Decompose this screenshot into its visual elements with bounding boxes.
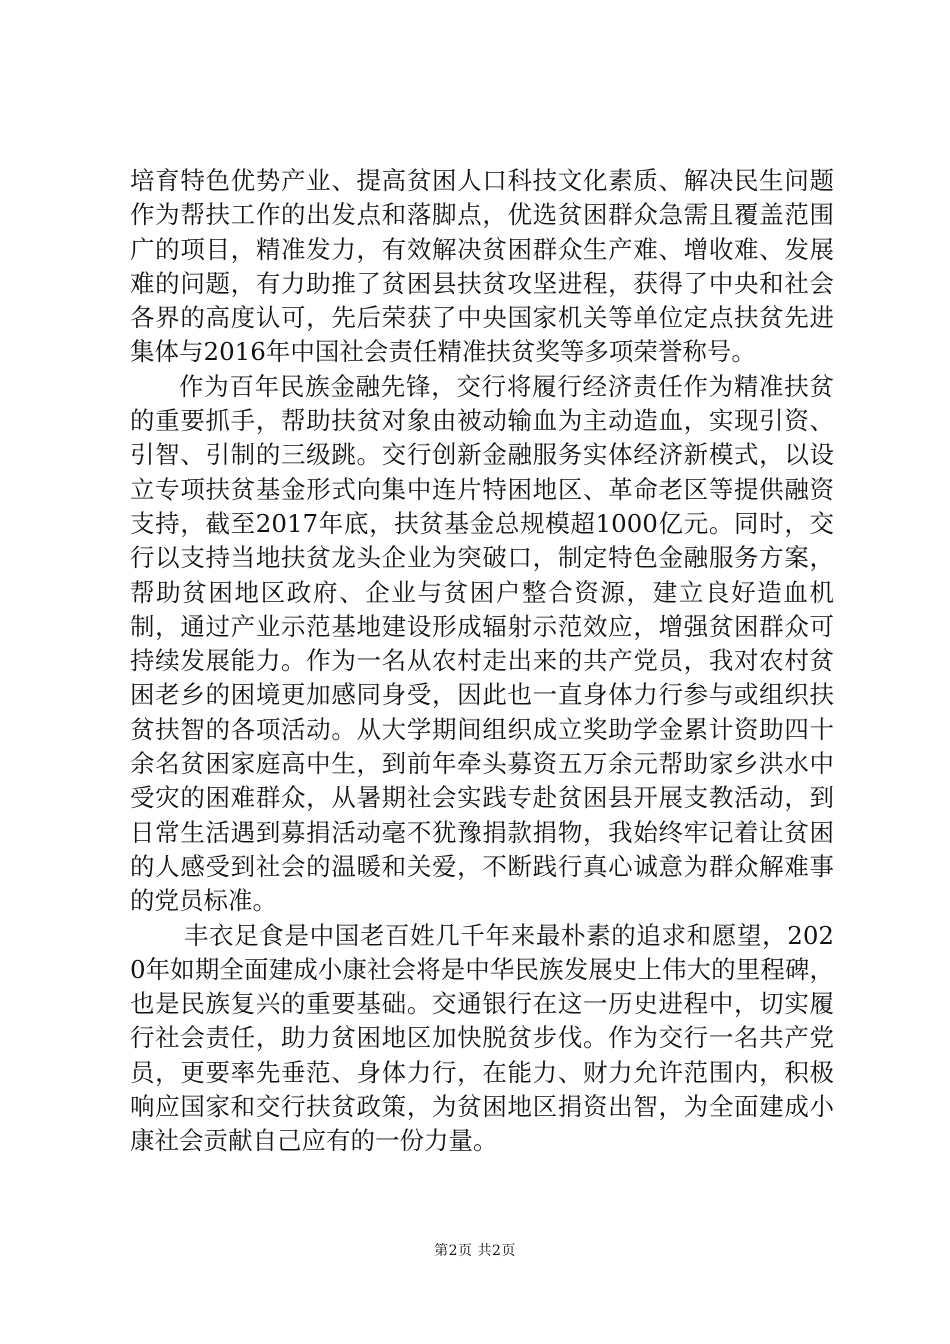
document-body [130,164,834,1159]
paragraph-conclusion: 丰衣足食是中国老百姓几千年来最朴素的追求和愿望，2020年如期全面建成小康社会将是中华民族发展史上伟大的里程碑，也是民族复兴的重要基础。交通银行在这一历史进程中，切实履行社会责任，助力贫困地区加快脱贫步伐。作为交行一名共产党员，更要率先垂范、身体力行，在能力、财力允许范围内，积极响应国家和交行扶贫政策，为贫困地区捐资出智，为全面建成小康社会贡献自己应有的一份力量。 [130,920,834,1156]
paragraph-continuation: 培育特色优势产业、提高贫困人口科技文化素质、解决民生问题作为帮扶工作的出发点和落脚点，优选贫困群众急需且覆盖范围广的项目，精准发力，有效解决贫困群众生产难、增收难、发展难的问题，有力助推了贫困县扶贫攻坚进程，获得了中央和社会各界的高度认可，先后荣获了中央国家机关等单位定点扶贫先进集体与2016年中国社会责任精准扶贫奖等多项荣誉称号。 [130,166,834,367]
paragraph-bocom-poverty-efforts: 作为百年民族金融先锋，交行将履行经济责任作为精准扶贫的重要抓手，帮助扶贫对象由被动输血为主动造血，实现引资、引智、引制的三级跳。交行创新金融服务实体经济新模式，以设立专项扶贫基金形式向集中连片特困地区、革命老区等提供融资支持，截至2017年底，扶贫基金总规模超1000亿元。同时，交行以支持当地扶贫龙头企业为突破口，制定特色金融服务方案，帮助贫困地区政府、企业与贫困户整合资源，建立良好造血机制，通过产业示范基地建设形成辐射示范效应，增强贫困群众可持续发展能力。作为一名从农村走出来的共产党员，我对农村贫困老乡的困境更加感同身受，因此也一直身体力行参与或组织扶贫扶智的各项活动。从大学期间组织成立奖助学金累计资助四十余名贫困家庭高中生，到前年牵头募资五万余元帮助家乡洪水中受灾的困难群众，从暑期社会实践专赴贫困县开展支教活动，到日常生活遇到募捐活动毫不犹豫捐款捐物，我始终牢记着让贫困的人感受到社会的温暖和关爱，不断践行真心诚意为群众解难事的党员标准。 [130,371,834,916]
page-number-footer: 第2页 共2页 [434,1243,516,1259]
